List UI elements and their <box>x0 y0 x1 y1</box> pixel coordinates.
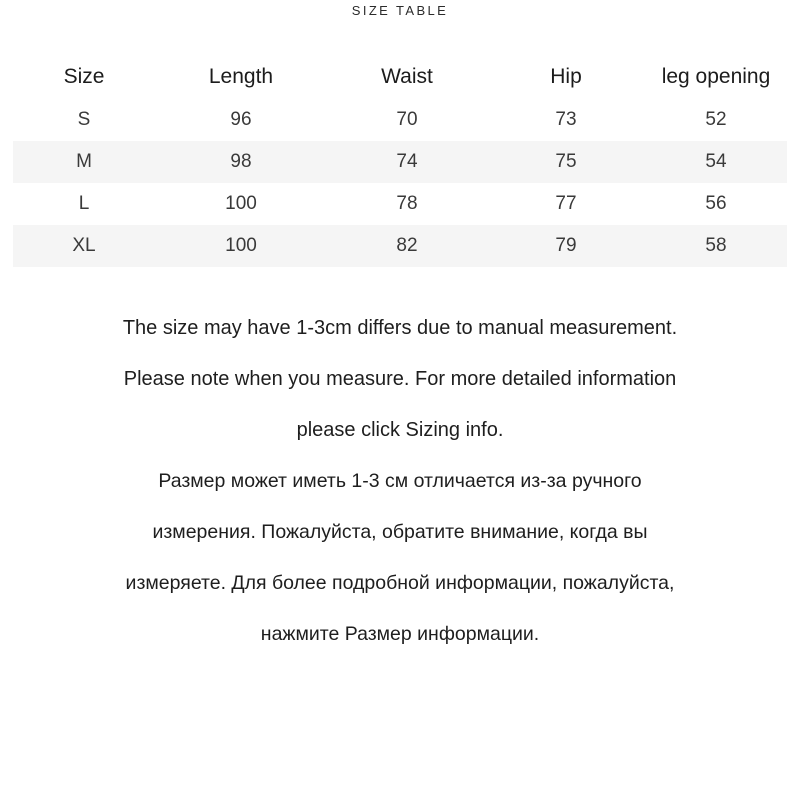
table-row <box>13 99 787 141</box>
table-row <box>13 141 787 183</box>
table-header-row <box>13 55 787 99</box>
cell-size: S <box>77 109 91 130</box>
cell-hip: 73 <box>555 109 577 130</box>
notes-english-line: Please note when you measure. For more detailed information <box>123 368 677 390</box>
cell-hip: 75 <box>555 151 577 172</box>
column-header-hip: Hip <box>550 65 582 88</box>
column-header-length: Length <box>208 65 274 88</box>
cell-hip: 79 <box>555 235 577 256</box>
notes-english-line: please click Sizing info. <box>296 419 504 441</box>
notes-russian <box>0 456 800 660</box>
column-header-waist: Waist <box>381 65 433 88</box>
notes-russian-line: Размер может иметь 1-3 см отличается из-за ручного <box>158 470 642 492</box>
cell-size: L <box>78 193 90 214</box>
notes-russian-line: нажмите Размер информации. <box>260 623 540 645</box>
notes-english <box>0 303 800 456</box>
table-row <box>13 225 787 267</box>
cell-length: 96 <box>230 109 252 130</box>
cell-leg-opening: 56 <box>705 193 727 214</box>
cell-length: 100 <box>225 193 257 214</box>
cell-size: XL <box>72 235 96 256</box>
notes-russian-line: измерения. Пожалуйста, обратите внимание, когда вы <box>152 521 648 543</box>
table-row <box>13 183 787 225</box>
cell-waist: 82 <box>396 235 418 256</box>
notes-russian-line: измеряете. Для более подробной информации, пожалуйста, <box>125 572 675 594</box>
notes-english-line: The size may have 1-3cm differs due to manual measurement. <box>122 317 678 339</box>
page-title: SIZE TABLE <box>351 3 449 18</box>
cell-waist: 78 <box>396 193 418 214</box>
cell-size: M <box>76 151 92 172</box>
cell-waist: 74 <box>396 151 418 172</box>
cell-length: 98 <box>230 151 252 172</box>
cell-leg-opening: 52 <box>705 109 727 130</box>
column-header-leg-opening: leg opening <box>661 65 771 88</box>
size-table <box>13 55 787 267</box>
cell-waist: 70 <box>396 109 418 130</box>
cell-leg-opening: 54 <box>705 151 727 172</box>
cell-length: 100 <box>225 235 257 256</box>
column-header-size: Size <box>63 65 105 88</box>
measurement-notes <box>0 303 800 660</box>
cell-hip: 77 <box>555 193 577 214</box>
cell-leg-opening: 58 <box>705 235 727 256</box>
